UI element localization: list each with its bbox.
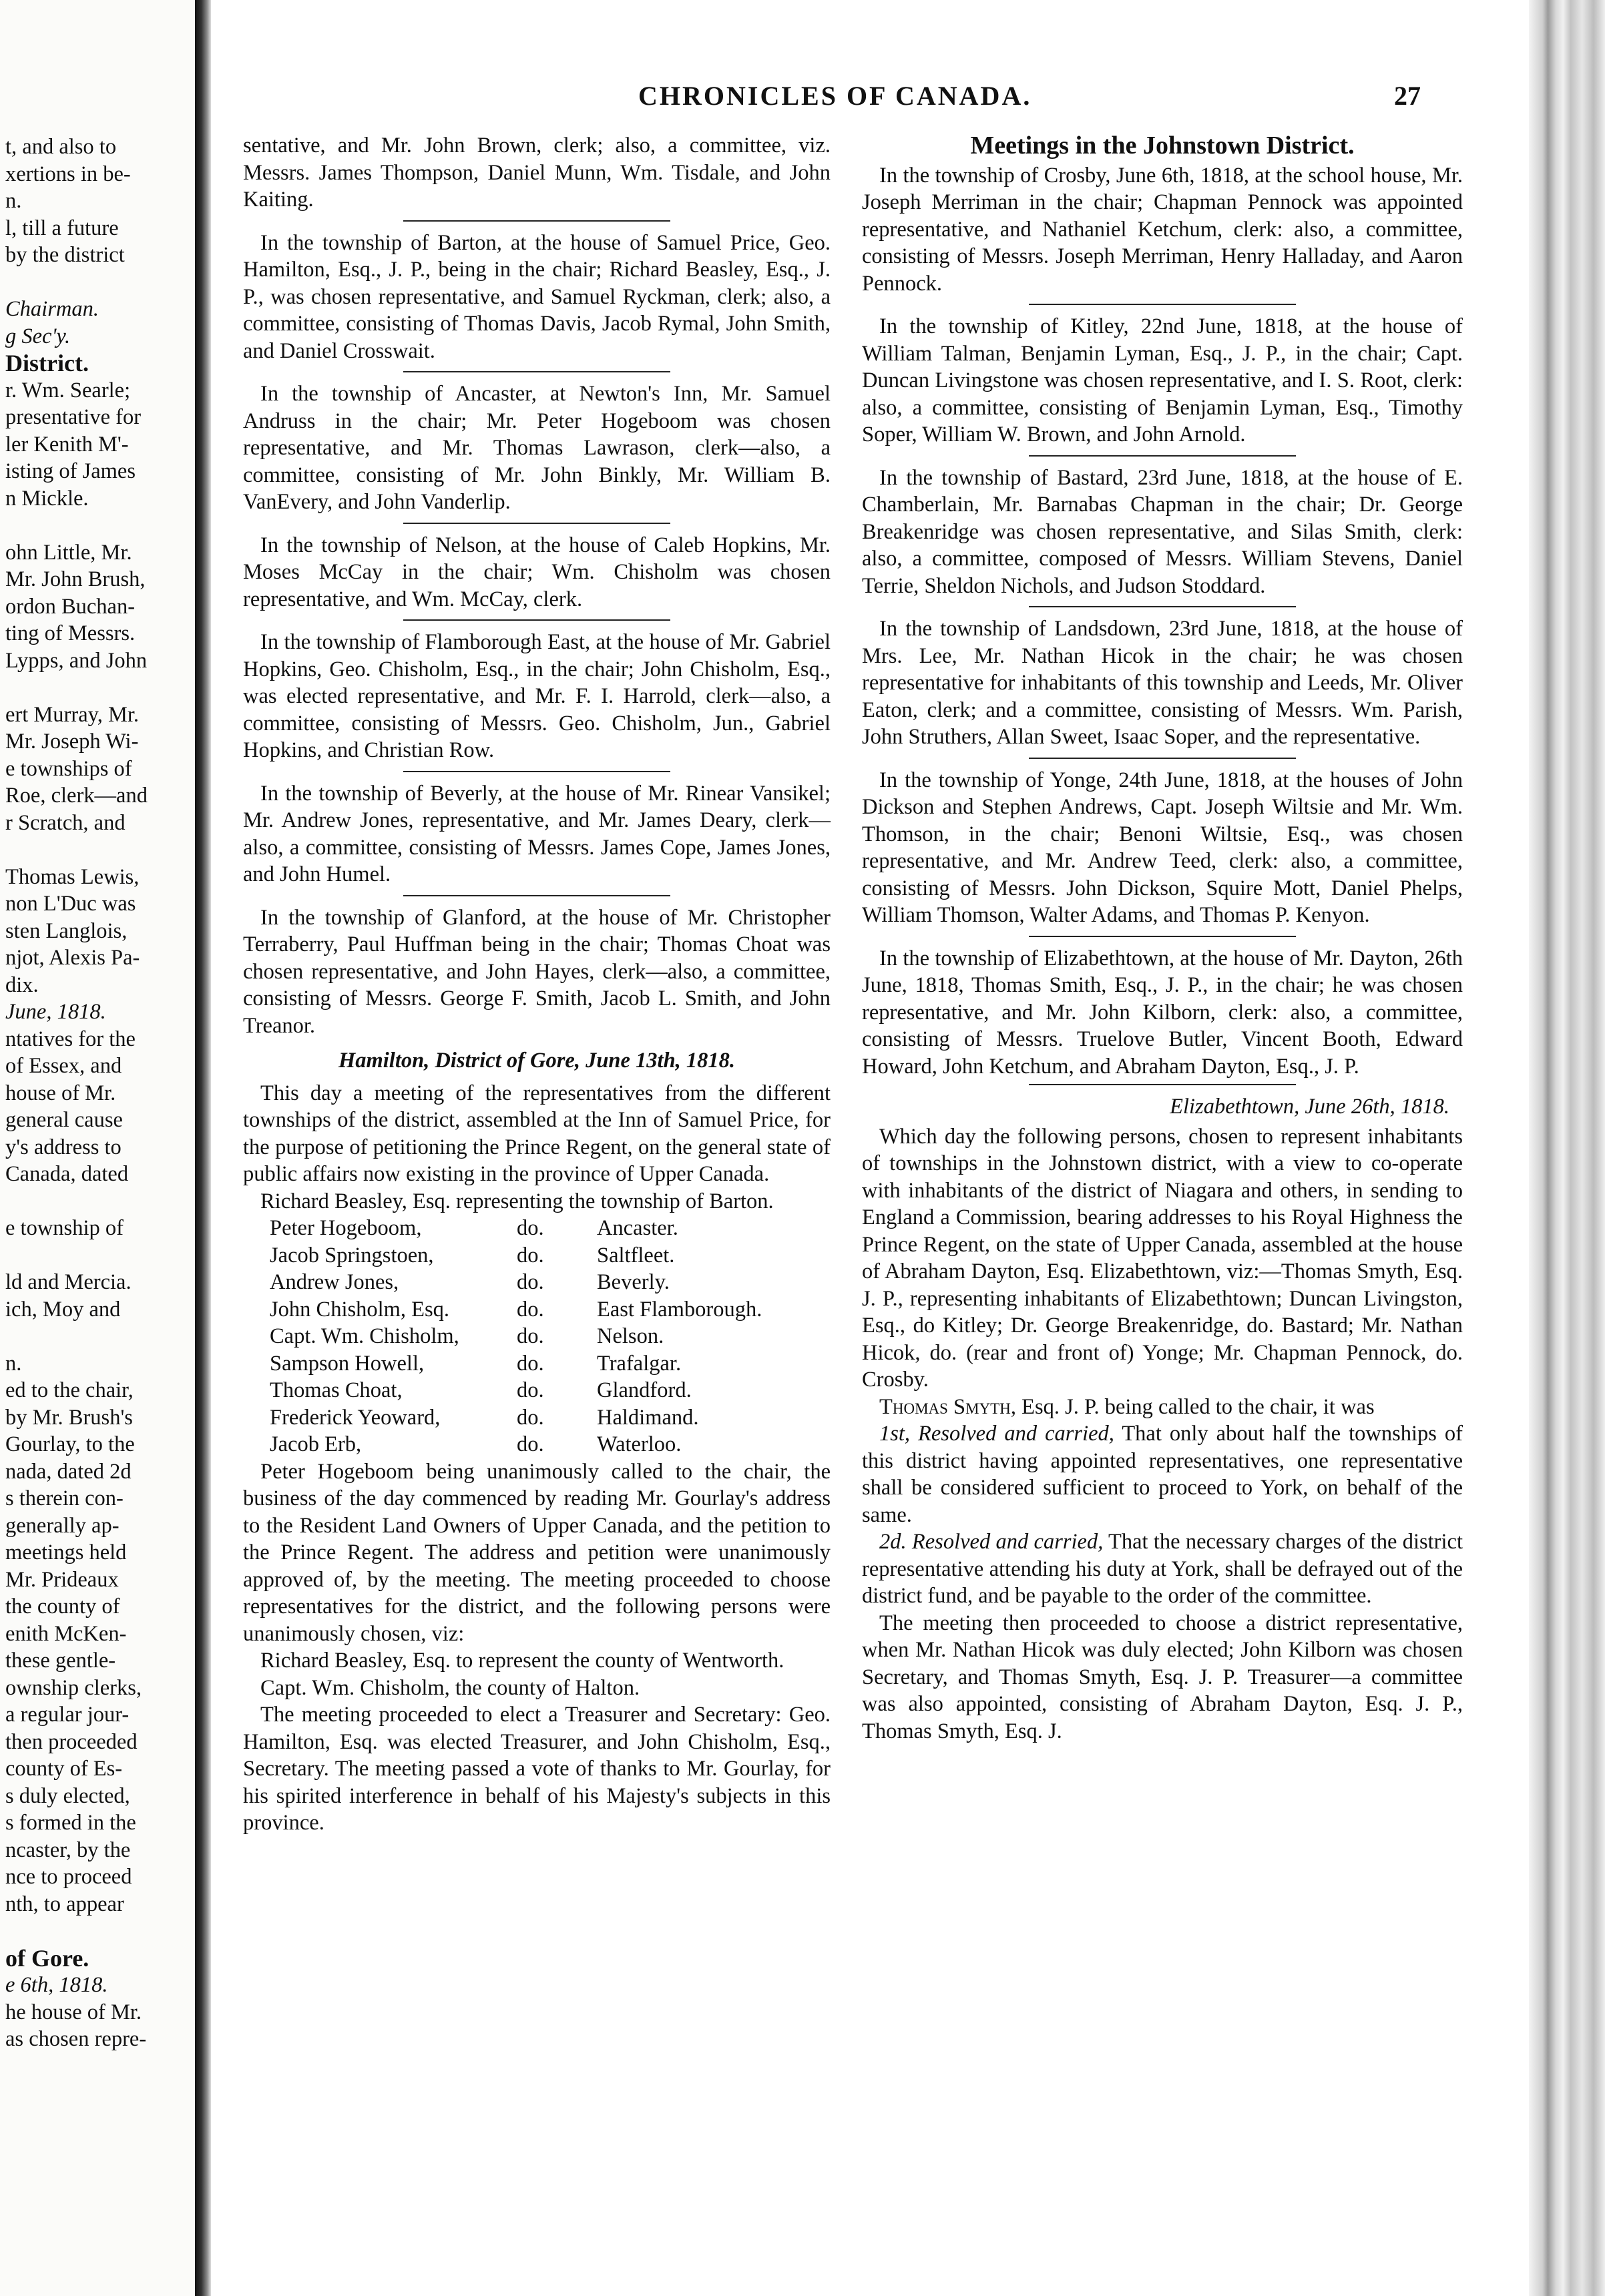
facing-page-line: general cause bbox=[5, 1108, 123, 1132]
facing-page-line: ert Murray, Mr. bbox=[5, 702, 140, 727]
page-edges bbox=[1529, 0, 1605, 2296]
facing-page-line: Lypps, and John bbox=[5, 648, 148, 673]
resolution bbox=[862, 1528, 1463, 1610]
paragraph: In the township of Glanford, at the house of Mr. Christopher Terraberry, Paul Huffman being in the chair; Thomas Choat was chosen representative, and John Hayes, clerk—also, a committee, consisting of Messrs. George F. Smith, Jacob L. Smith, and John Treanor. bbox=[243, 905, 831, 1038]
rep-name: Thomas Choat, bbox=[270, 1378, 403, 1402]
rep-name: Jacob Erb, bbox=[270, 1432, 362, 1456]
facing-page-line: Canada, dated bbox=[5, 1162, 129, 1186]
resolution-text: That only about half the townships of this district having appointed representatives, one representative shall be considered sufficient to proceed to York, on behalf of the same. bbox=[862, 1422, 1463, 1527]
book-page bbox=[211, 0, 1529, 2296]
facing-page-line: District. bbox=[5, 350, 89, 376]
rep-do: do. bbox=[517, 1216, 544, 1240]
paragraph: In the township of Flamborough East, at the house of Mr. Gabriel Hopkins, Geo. Chisholm, Esq., in the chair; John Chisholm, Esq., was elected representative, and Mr. F. I. Harrold, clerk—also, a committee, consisting of Messrs. Geo. Chisholm, Jun., Gabriel Hopkins, and Christian Row. bbox=[243, 630, 831, 762]
rep-name: Sampson Howell, bbox=[270, 1351, 425, 1376]
facing-page-line: these gentle- bbox=[5, 1649, 116, 1673]
divider bbox=[1029, 304, 1296, 305]
facing-page-line: the county of bbox=[5, 1595, 120, 1619]
rep-do: do. bbox=[517, 1432, 544, 1456]
facing-page-line: l, till a future bbox=[5, 216, 119, 240]
resolution-text: That the necessary charges of the district representative attending his duty at York, shall be defrayed out of the district fund, and be payable to the order of the committee. bbox=[862, 1530, 1463, 1608]
rep-do: do. bbox=[517, 1243, 544, 1267]
paragraph: Which day the following persons, chosen to represent inhabitants of townships in the Johnstown district, with a view to co-operate with inhabitants of the district of Niagara and others, in sending to England a Commission, bearing addresses to his Royal Highness the Prince Regent, on the state of Upper Canada, assembled at the house of Abraham Dayton, Esq. Elizabethtown, viz:—Thomas Smyth, Esq. J. P., representing inhabitants of Elizabethtown; Duncan Livingston, Esq., do Kitley; Dr. George Breakenridge, do. Bastard; Mr. Nathan Hicok, do. (rear and front of) Yonge; Mr. Chapman Pennock, do. Crosby. bbox=[862, 1124, 1463, 1392]
rep-place: Glandford. bbox=[597, 1378, 692, 1402]
paragraph bbox=[862, 1394, 1463, 1421]
table-row bbox=[270, 1404, 762, 1432]
paragraph: Richard Beasley, Esq. to represent the county of Wentworth. bbox=[260, 1649, 784, 1673]
divider bbox=[403, 220, 670, 222]
facing-page-line: Gourlay, to the bbox=[5, 1432, 135, 1456]
divider bbox=[403, 619, 670, 621]
facing-page-line: njot, Alexis Pa- bbox=[5, 946, 140, 970]
facing-page-line: ownship clerks, bbox=[5, 1675, 142, 1700]
paragraph: The meeting proceeded to elect a Treasurer and Secretary: Geo. Hamilton, Esq. was elected Treasurer, and John Chisholm, Esq., Secretary. The meeting passed a vote of thanks to Mr. Gourlay, for his spirited interference in behalf of his Majesty's subjects in this province. bbox=[243, 1703, 831, 1835]
rep-name: Frederick Yeoward, bbox=[270, 1405, 441, 1430]
rep-name: Capt. Wm. Chisholm, bbox=[270, 1324, 459, 1348]
resolution-lead: 2d. Resolved and carried, bbox=[879, 1530, 1104, 1554]
table-row bbox=[270, 1269, 762, 1296]
facing-page-line: meetings held bbox=[5, 1540, 127, 1564]
paragraph: sentative, and Mr. John Brown, clerk; also, a committee, viz. Messrs. James Thompson, Daniel Munn, Wm. Tisdale, and John Kaiting. bbox=[243, 133, 831, 212]
divider bbox=[1029, 758, 1296, 759]
paragraph: Richard Beasley, Esq. representing the township of Barton. bbox=[260, 1189, 774, 1213]
facing-page-line: of Gore. bbox=[5, 1944, 89, 1972]
facing-page-line: Roe, clerk—and bbox=[5, 784, 148, 808]
paragraph: In the township of Crosby, June 6th, 1818, at the school house, Mr. Joseph Merriman in the chair; Chapman Pennock was appointed representative, and Nathaniel Ketchum, clerk: also, a committee, consisting of Messrs. Joseph Merriman, Henry Halladay, and Aaron Pennock. bbox=[862, 163, 1463, 296]
rep-name: Peter Hogeboom, bbox=[270, 1216, 422, 1240]
rep-do: do. bbox=[517, 1297, 544, 1322]
facing-page-line: nada, dated 2d bbox=[5, 1459, 132, 1484]
facing-page-line: as chosen repre- bbox=[5, 2027, 147, 2051]
facing-page-line: then proceeded bbox=[5, 1729, 138, 1754]
paragraph: Peter Hogeboom being unanimously called to the chair, the business of the day commenced by reading Mr. Gourlay's address to the Resident Land Owners of Upper Canada, and the petition to the Prince Regent. The address and petition were unanimously approved of, by the meeting. The meeting proceeded to choose representatives for the district, and the following persons were unanimously chosen, viz: bbox=[243, 1459, 831, 1646]
facing-page-line: s duly elected, bbox=[5, 1783, 130, 1808]
rep-place: Waterloo. bbox=[597, 1432, 682, 1456]
facing-page-line: non L'Duc was bbox=[5, 892, 136, 916]
facing-page-line: xertions in be- bbox=[5, 162, 131, 186]
resolution bbox=[862, 1420, 1463, 1528]
table-row bbox=[270, 1215, 762, 1242]
facing-page-line: e townships of bbox=[5, 756, 132, 781]
facing-page-line: ordon Buchan- bbox=[5, 594, 136, 619]
paragraph: In the township of Barton, at the house of Samuel Price, Geo. Hamilton, Esq., J. P., being in the chair; Richard Beasley, Esq., J. P., was chosen representative, and Samuel Ryckman, clerk; also, a committee, consisting of Thomas Davis, Jacob Rymal, John Smith, and Daniel Crosswait. bbox=[243, 230, 831, 363]
facing-page-line: a regular jour- bbox=[5, 1703, 130, 1727]
rep-name: John Chisholm, Esq. bbox=[270, 1297, 450, 1322]
table-row bbox=[270, 1323, 762, 1350]
facing-page-line: generally ap- bbox=[5, 1513, 120, 1538]
section-heading: Meetings in the Johnstown District. bbox=[970, 131, 1355, 160]
facing-page-line: ting of Messrs. bbox=[5, 621, 136, 645]
facing-page-line: ler Kenith M'- bbox=[5, 432, 129, 457]
paragraph: The meeting then proceeded to choose a district representative, when Mr. Nathan Hicok was duly elected; John Kilborn was chosen Secretary, and Thomas Smyth, Esq. J. P. Treasurer—a committee was also appointed, consisting of Abraham Dayton, Esq. J. P., Thomas Smyth, Esq. J. bbox=[862, 1611, 1463, 1743]
facing-page-line: r. Wm. Searle; bbox=[5, 378, 131, 402]
resolution-lead: 1st, Resolved and carried, bbox=[879, 1422, 1114, 1446]
rep-place: Trafalgar. bbox=[597, 1351, 682, 1376]
facing-page-line: ohn Little, Mr. bbox=[5, 540, 132, 565]
paragraph: In the township of Ancaster, at Newton's Inn, Mr. Samuel Andruss in the chair; Mr. Peter Hogeboom was chosen representative, and Mr. Thomas Lawrason, clerk—also, a committee, consisting of Mr. John Binkly, Mr. William B. VanEvery, and John Vanderlip. bbox=[243, 382, 831, 514]
chairman-name: Thomas Smyth, bbox=[879, 1394, 1016, 1419]
rep-place: Saltfleet. bbox=[597, 1243, 675, 1267]
rep-name: Jacob Springstoen, bbox=[270, 1243, 434, 1267]
table-row bbox=[270, 1377, 762, 1404]
rep-place: Ancaster. bbox=[597, 1216, 678, 1240]
facing-page-line: e 6th, 1818. bbox=[5, 1973, 108, 1997]
facing-page-line: isting of James bbox=[5, 459, 136, 483]
paragraph: In the township of Elizabethtown, at the house of Mr. Dayton, 26th June, 1818, Thomas Smith, Esq., J. P., in the chair; he was chosen representative, and Mr. John Kilborn, clerk: also, a committee, consisting of Messrs. Truelove Butler, Vincent Booth, Edward Howard, John Ketchum, and Abraham Dayton, Esq., J. P. bbox=[862, 946, 1463, 1079]
table-row bbox=[270, 1350, 762, 1378]
facing-page-line: ntatives for the bbox=[5, 1027, 136, 1051]
facing-page-line: nce to proceed bbox=[5, 1865, 132, 1889]
table-row bbox=[270, 1431, 762, 1458]
facing-page-line: dix. bbox=[5, 972, 39, 997]
rep-do: do. bbox=[517, 1270, 544, 1294]
facing-page-line: ncaster, by the bbox=[5, 1837, 131, 1862]
book-gutter bbox=[195, 0, 211, 2296]
divider bbox=[403, 895, 670, 896]
facing-page-line: by the district bbox=[5, 243, 125, 267]
rep-do: do. bbox=[517, 1378, 544, 1402]
facing-page-line: ich, Moy and bbox=[5, 1297, 121, 1322]
facing-page-line: presentative for bbox=[5, 405, 142, 429]
rep-place: Beverly. bbox=[597, 1270, 670, 1294]
facing-page-line: s formed in the bbox=[5, 1811, 136, 1835]
rep-name: Andrew Jones, bbox=[270, 1270, 399, 1294]
divider bbox=[1029, 1084, 1296, 1085]
facing-page-line: June, 1818. bbox=[5, 1000, 106, 1024]
paragraph: In the township of Bastard, 23rd June, 1818, at the house of E. Chamberlain, Mr. Barnabas Chapman in the chair; Dr. George Breakenridge was chosen representative, and Silas Smith, clerk: also, a committee, composed of Messrs. William Stevens, Daniel Terrie, Sheldon Nichols, and Judson Stoddard. bbox=[862, 465, 1463, 598]
paragraph: This day a meeting of the representatives from the different townships of the district, assembled at the Inn of Samuel Price, for the purpose of petitioning the Prince Regent, on the general state of public affairs now existing in the province of Upper Canada. bbox=[243, 1081, 831, 1186]
facing-page-line: t, and also to bbox=[5, 135, 117, 159]
paragraph: In the township of Beverly, at the house of Mr. Rinear Vansikel; Mr. Andrew Jones, representative, and Mr. James Deary, clerk—also, a committee, consisting of Messrs. James Cope, James Jones, and John Humel. bbox=[243, 781, 831, 886]
divider bbox=[1029, 606, 1296, 607]
facing-page-line: house of Mr. bbox=[5, 1081, 116, 1105]
facing-page-line: Mr. John Brush, bbox=[5, 567, 146, 591]
representatives-table bbox=[270, 1215, 762, 1458]
facing-page-line: by Mr. Brush's bbox=[5, 1405, 133, 1430]
rep-do: do. bbox=[517, 1324, 544, 1348]
divider bbox=[403, 371, 670, 372]
facing-page-line: s therein con- bbox=[5, 1486, 124, 1510]
facing-page-line: he house of Mr. bbox=[5, 2000, 142, 2024]
facing-page-line: county of Es- bbox=[5, 1757, 123, 1781]
paragraph: In the township of Landsdown, 23rd June, 1818, at the house of Mrs. Lee, Mr. Nathan Hicok in the chair; he was chosen representative for inhabitants of this township and Leeds, Mr. Oliver Eaton, clerk; and a committee, consisting of Messrs. Wm. Parish, John Struthers, Allan Sweet, Isaac Soper, and the representative. bbox=[862, 617, 1463, 749]
table-row bbox=[270, 1242, 762, 1269]
running-head: CHRONICLES OF CANADA. bbox=[638, 81, 1032, 111]
facing-page-line: sten Langlois, bbox=[5, 918, 128, 943]
facing-page-line: n Mickle. bbox=[5, 486, 89, 511]
facing-page-line: y's address to bbox=[5, 1135, 122, 1159]
facing-page-line: of Essex, and bbox=[5, 1054, 122, 1078]
page-number: 27 bbox=[1394, 81, 1421, 111]
divider bbox=[403, 523, 670, 524]
facing-page-line: n. bbox=[5, 1351, 22, 1376]
paragraph-text: Esq. J. P. being called to the chair, it was bbox=[1015, 1394, 1375, 1419]
facing-page-line: n. bbox=[5, 189, 22, 213]
facing-page-line: nth, to appear bbox=[5, 1892, 124, 1916]
dateline: Hamilton, District of Gore, June 13th, 1818. bbox=[338, 1049, 736, 1073]
divider bbox=[403, 771, 670, 772]
rep-do: do. bbox=[517, 1405, 544, 1430]
facing-page-line: Thomas Lewis, bbox=[5, 864, 140, 889]
table-row bbox=[270, 1296, 762, 1324]
paragraph: In the township of Kitley, 22nd June, 1818, at the house of William Talman, Benjamin Lyman, Esq., J. P., in the chair; Capt. Duncan Livingstone was chosen representative, and I. S. Root, clerk: also, a committee, consisting of Benjamin Lyman, Esq., Timothy Soper, William W. Brown, and John Arnold. bbox=[862, 314, 1463, 447]
rep-do: do. bbox=[517, 1351, 544, 1376]
facing-page-line: r Scratch, and bbox=[5, 810, 126, 835]
facing-page-line: ld and Mercia. bbox=[5, 1270, 132, 1294]
paragraph: Capt. Wm. Chisholm, the county of Halton. bbox=[260, 1675, 640, 1700]
right-column bbox=[862, 132, 1463, 1745]
facing-page-line: e township of bbox=[5, 1216, 124, 1240]
facing-page-line: Mr. Joseph Wi- bbox=[5, 730, 139, 754]
divider bbox=[1029, 936, 1296, 937]
facing-page-line: Chairman. bbox=[5, 297, 99, 321]
dateline: Elizabethtown, June 26th, 1818. bbox=[1170, 1095, 1449, 1119]
paragraph: In the township of Yonge, 24th June, 1818, at the houses of John Dickson and Stephen Andrews, Capt. Joseph Wiltsie and Mr. Wm. Thomson, in the chair; Benoni Wiltsie, Esq., was chosen representative, and Mr. Andrew Teed, clerk: also, a committee, consisting of Messrs. John Dickson, Squire Mott, Daniel Phelps, William Thomson, Walter Adams, and Thomas P. Kenyon. bbox=[862, 768, 1463, 927]
facing-page-line: Mr. Prideaux bbox=[5, 1567, 119, 1592]
facing-page-line: g Sec'y. bbox=[5, 324, 71, 348]
rep-place: Nelson. bbox=[597, 1324, 664, 1348]
rep-place: Haldimand. bbox=[597, 1405, 699, 1430]
paragraph: In the township of Nelson, at the house of Caleb Hopkins, Mr. Moses McCay in the chair; Wm. Chisholm was chosen representative, and Wm. McCay, clerk. bbox=[243, 533, 831, 611]
divider bbox=[1029, 455, 1296, 457]
middle-column bbox=[243, 132, 831, 1837]
rep-place: East Flamborough. bbox=[597, 1297, 762, 1322]
facing-page-line: enith McKen- bbox=[5, 1621, 127, 1646]
facing-page-line: ed to the chair, bbox=[5, 1378, 134, 1402]
facing-page-fragment bbox=[0, 0, 195, 2296]
